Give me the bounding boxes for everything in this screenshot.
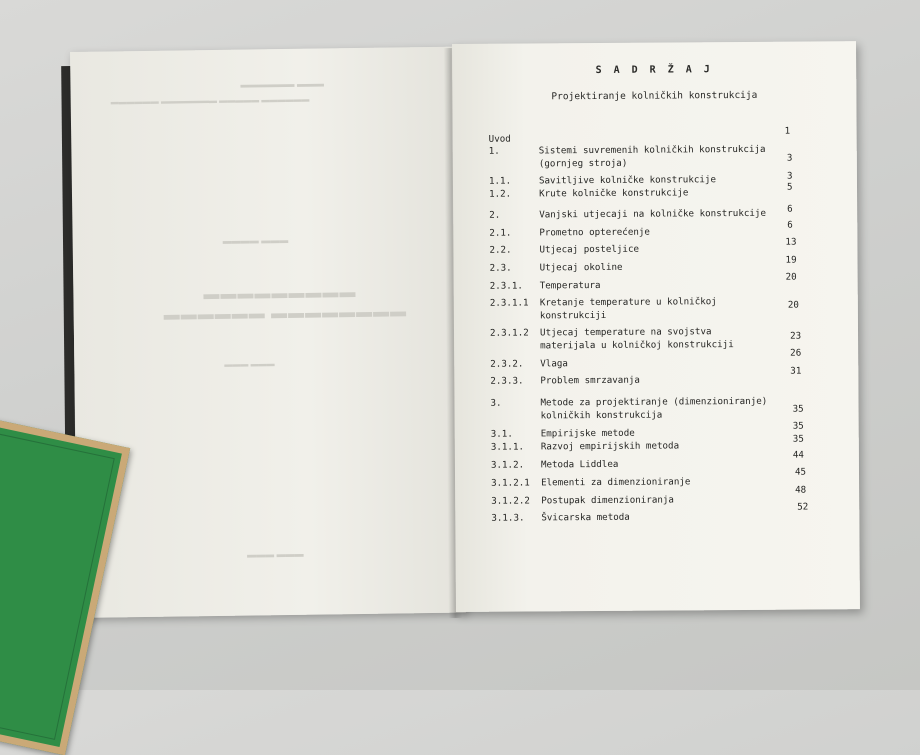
toc-number: 2.3.2.: [490, 358, 524, 370]
toc-number: 1.: [488, 145, 500, 157]
toc-title: Utjecaj posteljice: [539, 243, 640, 256]
toc-number: 3.1.2.: [490, 459, 525, 471]
toc-page-number: 5: [786, 181, 793, 193]
toc-number: 2.: [489, 209, 501, 221]
toc-title: Utjecaj okoline: [539, 261, 623, 274]
toc-title: Vanjski utjecaji na kolničke konstrukcije: [539, 207, 767, 221]
toc-title-line2: kolničkih konstrukcija: [540, 409, 663, 422]
toc-number: 2.3.1.1: [489, 297, 529, 309]
toc-title: Elementi za dimenzioniranje: [541, 476, 691, 489]
show-through-text: ▬▬▬▬▬▬ ▬▬▬▬▬▬▬▬: [163, 303, 408, 324]
toc-number: 2.3.1.: [489, 280, 523, 292]
toc-title: Švicarska metoda: [541, 511, 630, 524]
toc-title: Utjecaj temperature na svojstva: [539, 326, 712, 339]
toc-page-number: 45: [794, 466, 807, 478]
toc-title: Problem smrzavanja: [540, 374, 640, 387]
toc-title: Vlaga: [540, 358, 568, 370]
toc-page-number: 26: [790, 347, 802, 359]
toc-page-number: 3: [786, 152, 793, 164]
toc-title: Krute kolničke konstrukcije: [539, 187, 689, 200]
toc-page-number: 44: [792, 449, 804, 461]
toc-page-number: 48: [795, 484, 807, 496]
toc-number: 2.2.: [489, 244, 512, 256]
toc-title: Razvoj empirijskih metoda: [540, 440, 680, 453]
toc-number: 2.3.1.2: [489, 327, 529, 339]
toc-number: 1.2.: [489, 188, 512, 200]
toc-page-number: 13: [785, 236, 797, 248]
toc-number: 2.3.: [489, 262, 512, 274]
show-through-text: ▬▬▬▬▬▬ ▬▬▬: [240, 78, 325, 90]
toc-number: 3.: [490, 397, 502, 409]
toc-title: Savitljive kolničke konstrukcije: [538, 174, 717, 187]
toc-title-line2: materijala u kolničkoj konstrukciji: [540, 339, 734, 352]
left-page: [70, 47, 466, 618]
toc-number: 1.1.: [488, 175, 512, 187]
toc-title: Empirijske metode: [540, 427, 635, 440]
toc-title: Sistemi suvremenih kolničkih konstrukcija: [538, 143, 766, 157]
toc-number: 2.3.3.: [490, 375, 524, 387]
toc-page-number: 35: [792, 403, 804, 415]
table-of-contents: [452, 41, 860, 612]
toc-title: Kretanje temperature u kolničkoj: [539, 296, 717, 309]
toc-page-number: 1: [784, 125, 791, 137]
toc-number: 3.1.: [490, 428, 513, 440]
toc-title: Metode za projektiranje (dimenzioniranje): [540, 395, 768, 409]
toc-page-number: 20: [785, 271, 797, 283]
green-book-border: [0, 427, 115, 739]
toc-title-line2: konstrukciji: [539, 309, 607, 322]
toc-page-number: 31: [790, 365, 802, 377]
toc-page-number: 23: [790, 330, 802, 342]
toc-page-number: 35: [792, 420, 804, 432]
toc-page-number: 52: [797, 501, 809, 513]
toc-page-number: 35: [792, 433, 804, 445]
toc-subheading: Projektiranje kolničkih konstrukcija: [551, 89, 758, 103]
right-page: [452, 41, 860, 612]
toc-page-number: 19: [785, 254, 797, 266]
show-through-text: ▬▬▬ ▬▬▬: [246, 548, 304, 560]
toc-page-number: 6: [787, 219, 793, 231]
toc-title: Metoda Liddlea: [540, 458, 619, 471]
show-through-text: ▬▬▬▬ ▬▬▬: [222, 234, 289, 246]
toc-page-number: 20: [787, 299, 799, 311]
toc-page-number: 6: [787, 203, 793, 215]
show-through-text: ▬▬▬▬▬▬ ▬▬▬▬▬▬▬ ▬▬▬▬▬ ▬▬▬▬▬▬: [110, 94, 310, 107]
toc-page-number: 3: [786, 170, 793, 182]
show-through-text: ▬▬▬ ▬▬▬: [224, 359, 275, 369]
toc-number: 2.1.: [489, 227, 512, 239]
toc-title-line2: (gornjeg stroja): [538, 157, 628, 170]
toc-number: 3.1.2.2: [491, 495, 530, 507]
toc-heading: S A D R Ž A J: [595, 64, 713, 76]
show-through-text: ▬▬▬▬▬▬▬▬▬: [203, 284, 357, 304]
toc-title: Temperatura: [539, 279, 601, 292]
toc-number: 3.1.3.: [491, 512, 525, 524]
toc-number: Uvod: [488, 133, 511, 145]
toc-number: 3.1.1.: [490, 441, 525, 453]
toc-title: Prometno opterećenje: [539, 226, 650, 239]
toc-number: 3.1.2.1: [491, 477, 530, 489]
toc-title: Postupak dimenzioniranja: [541, 494, 674, 507]
